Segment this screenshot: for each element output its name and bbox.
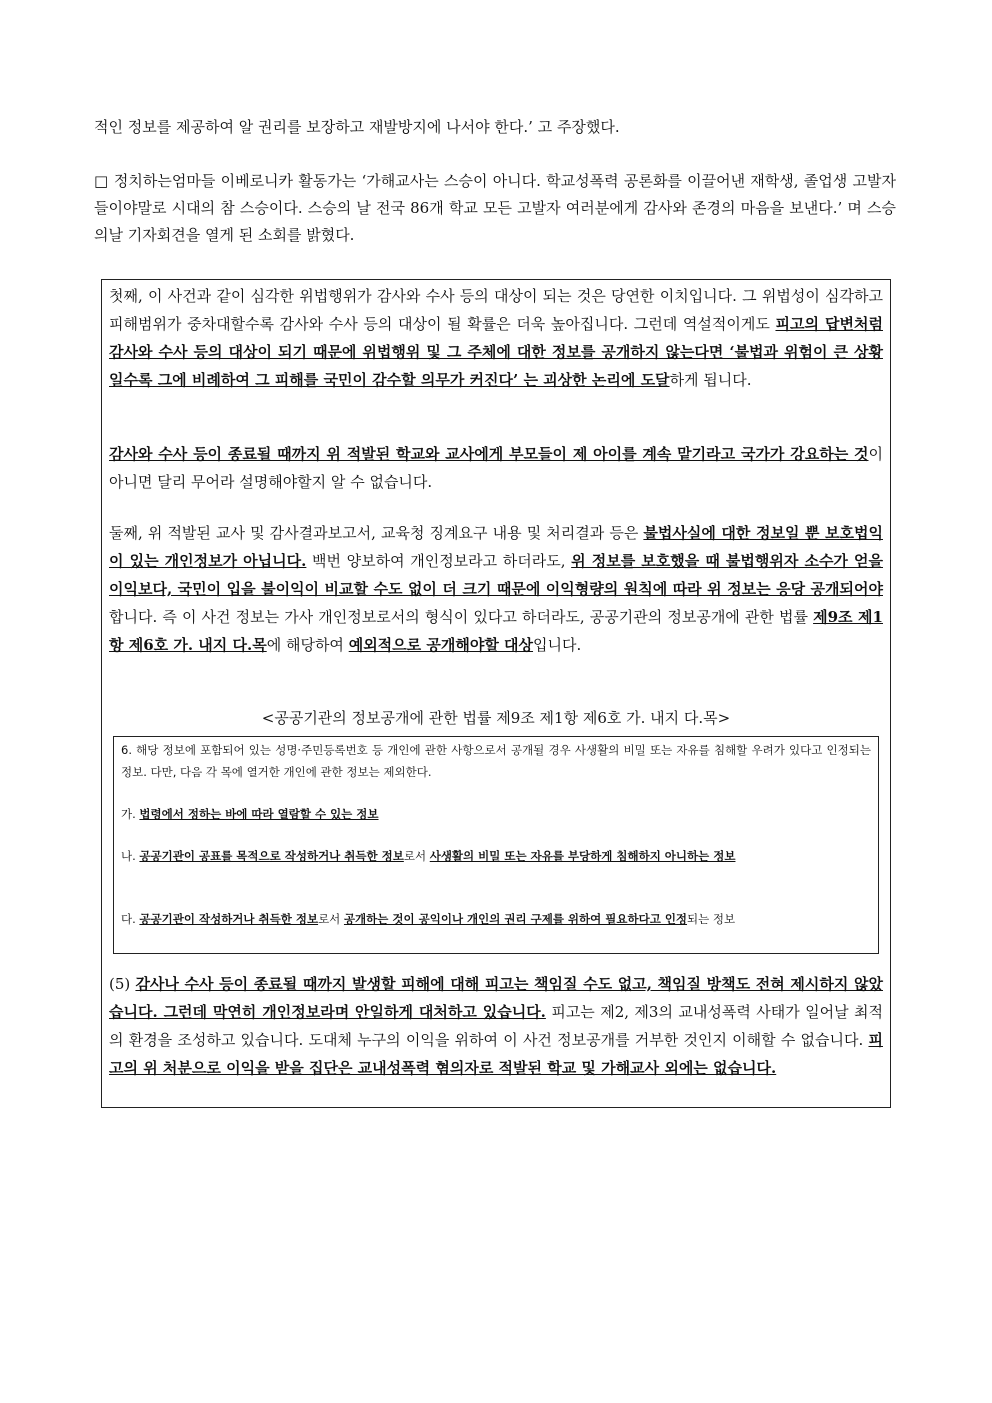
emphasis-text: 피고의 답변처럼 감사와 수사 등의 대상이 되기 때문에 위법행위 및 그 주체에 대한 정보를 공개하지 않는다면 ‘불법과 위험이 큰 상황일수록 그에 비례하여 그 피해를 국민이 감수할 의무가 커진다’ 는 괴상한 논리에 도달 — [109, 315, 883, 389]
argument-second: 감사와 수사 등이 종료될 때까지 위 적발된 학교와 교사에게 부모들이 제 아이를 계속 맡기라고 국가가 강요하는 것이 아니면 달리 무어라 설명해야할지 알 수 없습니다. — [109, 445, 883, 491]
emphasis-text: 사생활의 비밀 또는 자유를 부당하게 침해하지 아니하는 정보 — [429, 849, 736, 863]
argument-first: 첫째, 이 사건과 같이 심각한 위법행위가 감사와 수사 등의 대상이 되는 것은 당연한 이치입니다. 그 위법성이 심각하고 피해범위가 중차대할수록 감사와 수사 등의 대상이 될 확률은 더욱 높아집니다. 그런데 역설적이게도 피고의 답변처럼 감사와 수사 등의 대상이 되기 때문에 위법행위 및 그 주체에 대한 정보를 공개하지 않는다면 ‘불법과 위험이 큰 상황일수록 그에 비례하여 그 피해를 국민이 감수할 의무가 커진다’ 는 괴상한 논리에 도달하게 됩니다. — [109, 287, 883, 389]
argument-third: 둘째, 위 적발된 교사 및 감사결과보고서, 교육청 징계요구 내용 및 처리결과 등은 불법사실에 대한 정보일 뿐 보호법익이 있는 개인정보가 아닙니다. 백번 양보하여 개인정보라고 하더라도, 위 정보를 보호했을 때 불법행위자 소수가 얻을 이익보다, 국민이 입을 불이익이 비교할 수도 없이 더 크기 때문에 이익형량의 원칙에 따라 위 정보는 응당 공개되어야 합니다. 즉 이 사건 정보는 가사 개인정보로서의 형식이 있다고 하더라도, 공공기관의 정보공개에 관한 법률 제9조 제1항 제6호 가. 내지 다.목에 해당하여 예외적으로 공개해야할 대상입니다. — [109, 524, 883, 654]
emphasis-text: 법령에서 정하는 바에 따라 열람할 수 있는 정보 — [139, 807, 379, 821]
activist-quote-paragraph: □ 정치하는엄마들 이베로니카 활동가는 ‘가해교사는 스승이 아니다. 학교성폭력 공론화를 이끌어낸 재학생, 졸업생 고발자들이야말로 시대의 참 스승이다. 스승의 날 전국 86개 학교 모든 고발자 여러분에게 감사와 존경의 마음을 보낸다.’ 며 스승의날 기자회견을 열게 된 소회를 밝혔다. — [94, 172, 896, 244]
emphasis-text: 감사와 수사 등이 종료될 때까지 위 적발된 학교와 교사에게 부모들이 제 아이를 계속 맡기라고 국가가 강요하는 것 — [109, 445, 869, 463]
law-excerpt-box — [113, 736, 879, 954]
emphasis-text: 불법사실에 대한 정보일 뿐 보호법익이 있는 개인정보가 아닙니다. — [109, 524, 883, 570]
law-item-6: 6. 해당 정보에 포함되어 있는 성명·주민등록번호 등 개인에 관한 사항으로서 공개될 경우 사생활의 비밀 또는 자유를 침해할 우려가 있다고 인정되는 정보. 다만, 다음 각 목에 열거한 개인에 관한 정보는 제외한다. — [121, 743, 871, 779]
emphasis-text: 공개하는 것이 공익이나 개인의 권리 구제를 위하여 필요하다고 인정 — [343, 912, 688, 926]
emphasis-text: 위 정보를 보호했을 때 불법행위자 소수가 얻을 이익보다, 국민이 입을 불이익이 비교할 수도 없이 더 크기 때문에 이익형량의 원칙에 따라 위 정보는 응당 공개되어야 — [109, 552, 883, 598]
law-item-da: 다. 공공기관이 작성하거나 취득한 정보로서 공개하는 것이 공익이나 개인의 권리 구제를 위하여 필요하다고 인정되는 정보 — [121, 912, 736, 926]
emphasis-text: 피고의 위 처분으로 이익을 받을 집단은 교내성폭력 혐의자로 적발된 학교 및 가해교사 외에는 없습니다. — [109, 1031, 883, 1077]
argument-fifth: (5) 감사나 수사 등이 종료될 때까지 발생할 피해에 대해 피고는 책임질 수도 없고, 책임질 방책도 전혀 제시하지 않았습니다. 그런데 막연히 개인정보라며 안일하게 대처하고 있습니다. 피고는 제2, 제3의 교내성폭력 사태가 일어날 최적의 환경을 조성하고 있습니다. 도대체 누구의 이익을 위하여 이 사건 정보공개를 거부한 것인지 이해할 수 없습니다. 피고의 위 처분으로 이익을 받을 집단은 교내성폭력 혐의자로 적발된 학교 및 가해교사 외에는 없습니다. — [109, 975, 883, 1077]
argument-box — [101, 279, 891, 1108]
emphasis-text: 공공기관이 공표를 목적으로 작성하거나 취득한 정보 — [139, 849, 404, 863]
emphasis-text: 감사나 수사 등이 종료될 때까지 발생할 피해에 대해 피고는 책임질 수도 없고, 책임질 방책도 전혀 제시하지 않았습니다. 그런데 막연히 개인정보라며 안일하게 대처하고 있습니다. — [109, 975, 883, 1021]
intro-paragraph-continued: 적인 정보를 제공하여 알 권리를 보장하고 재발방지에 나서야 한다.’ 고 주장했다. — [94, 118, 620, 136]
emphasis-text: 공공기관이 작성하거나 취득한 정보 — [139, 912, 319, 926]
law-item-na: 나. 공공기관이 공표를 목적으로 작성하거나 취득한 정보로서 사생활의 비밀 또는 자유를 부당하게 침해하지 아니하는 정보 — [121, 849, 736, 863]
law-title: <공공기관의 정보공개에 관한 법률 제9조 제1항 제6호 가. 내지 다.목> — [261, 709, 731, 727]
emphasis-text: 제9조 제1항 제6호 가. 내지 다.목 — [109, 608, 883, 654]
law-item-ga: 가. 법령에서 정하는 바에 따라 열람할 수 있는 정보 — [121, 807, 379, 821]
emphasis-text: 예외적으로 공개해야할 대상 — [348, 636, 534, 654]
